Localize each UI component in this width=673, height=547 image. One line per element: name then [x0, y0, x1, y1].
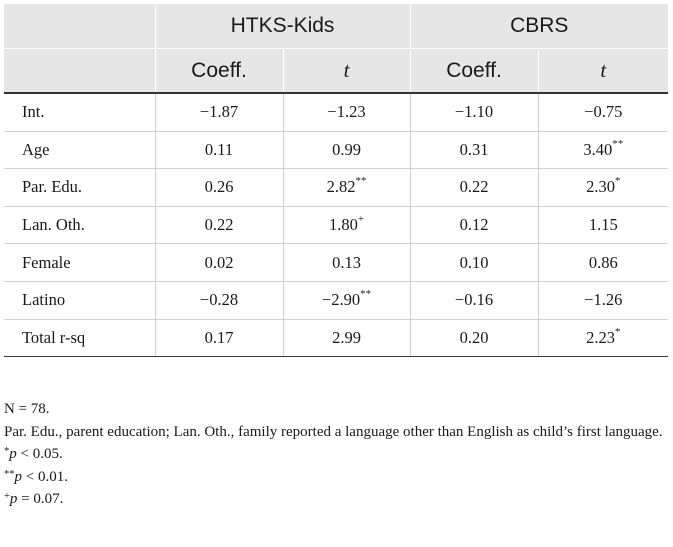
abbreviation-note: Par. Edu., parent education; Lan. Oth., family reported a language other than English as child’s first language.: [4, 423, 663, 440]
cell-cbrs-t: 2.30*: [538, 169, 668, 207]
row-label: Int.: [4, 93, 155, 131]
header-htks-kids: HTKS-Kids: [155, 4, 410, 49]
cell-cbrs-coeff: −1.10: [410, 93, 538, 131]
significance-note: *p < 0.05.: [4, 446, 63, 462]
cell-htks-coeff: 0.17: [155, 319, 283, 357]
cell-cbrs-coeff: 0.10: [410, 244, 538, 282]
sample-size-note: N = 78.: [4, 401, 50, 417]
regression-table: [4, 4, 668, 357]
cell-htks-coeff: 0.26: [155, 169, 283, 207]
cell-htks-t: 2.99: [283, 319, 410, 357]
cell-htks-coeff: −1.87: [155, 93, 283, 131]
table-row: [4, 319, 668, 357]
row-label: Par. Edu.: [4, 169, 155, 207]
row-label: Lan. Oth.: [4, 206, 155, 244]
cell-cbrs-t: 2.23*: [538, 319, 668, 357]
header-cbrs: CBRS: [410, 4, 668, 49]
header-t: t: [538, 49, 668, 94]
cell-cbrs-coeff: 0.22: [410, 169, 538, 207]
table-row: [4, 169, 668, 207]
table-row: [4, 206, 668, 244]
cell-cbrs-coeff: −0.16: [410, 281, 538, 319]
row-label: Total r-sq: [4, 319, 155, 357]
cell-htks-t: −1.23: [283, 93, 410, 131]
cell-htks-t: 0.99: [283, 131, 410, 169]
header-t: t: [283, 49, 410, 94]
cell-cbrs-coeff: 0.20: [410, 319, 538, 357]
cell-htks-coeff: 0.02: [155, 244, 283, 282]
cell-cbrs-coeff: 0.12: [410, 206, 538, 244]
cell-htks-coeff: −0.28: [155, 281, 283, 319]
table-row: [4, 131, 668, 169]
header-coeff: Coeff.: [410, 49, 538, 94]
significance-note: **p < 0.01.: [4, 468, 68, 485]
header-coeff: Coeff.: [155, 49, 283, 94]
cell-htks-t: −2.90**: [283, 281, 410, 319]
cell-cbrs-t: −0.75: [538, 93, 668, 131]
cell-cbrs-t: 3.40**: [538, 131, 668, 169]
header-corner-2: [4, 49, 155, 94]
row-label: Age: [4, 131, 155, 169]
cell-htks-t: 1.80+: [283, 206, 410, 244]
table-footnotes: [4, 398, 668, 511]
cell-cbrs-coeff: 0.31: [410, 131, 538, 169]
cell-htks-t: 0.13: [283, 244, 410, 282]
cell-htks-t: 2.82**: [283, 169, 410, 207]
row-label: Female: [4, 244, 155, 282]
cell-cbrs-t: 0.86: [538, 244, 668, 282]
cell-htks-coeff: 0.11: [155, 131, 283, 169]
cell-cbrs-t: 1.15: [538, 206, 668, 244]
cell-cbrs-t: −1.26: [538, 281, 668, 319]
table-row: [4, 281, 668, 319]
table-row: [4, 93, 668, 131]
cell-htks-coeff: 0.22: [155, 206, 283, 244]
significance-note: +p = 0.07.: [4, 491, 64, 507]
row-label: Latino: [4, 281, 155, 319]
header-corner: [4, 4, 155, 49]
table-row: [4, 244, 668, 282]
